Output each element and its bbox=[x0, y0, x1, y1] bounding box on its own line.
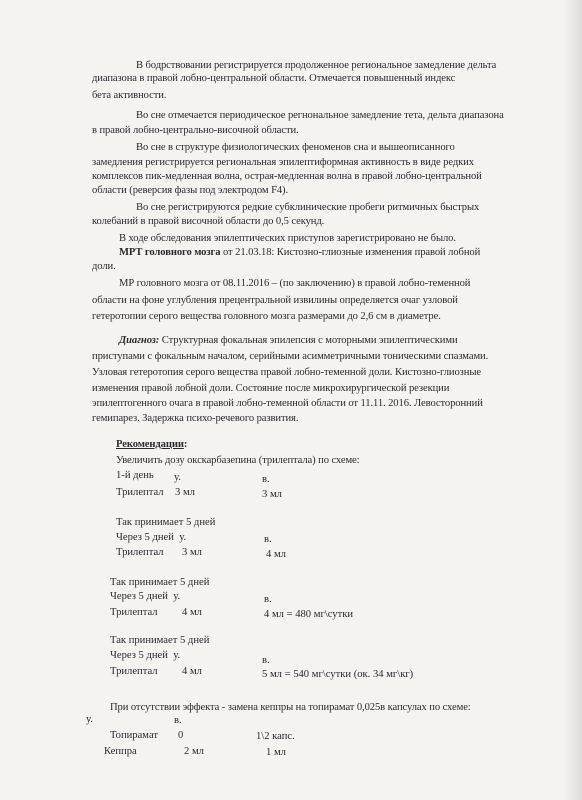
diagnosis-line5: эпилептогенного очага в правой лобно-теменной области от 11.11. 2016. Левосторонний bbox=[92, 398, 483, 409]
alt-drug1-morning: 0 bbox=[178, 730, 184, 741]
step3-morning-header: у. bbox=[173, 591, 181, 602]
step4-morning-header: у. bbox=[173, 650, 181, 661]
para2-line2: в правой лобно-центрально-височной области. bbox=[92, 125, 299, 136]
para1-line3: бета активности. bbox=[92, 90, 167, 101]
alt-drug1: Топирамат bbox=[110, 730, 158, 741]
alternative-line1: При отсутствии эффекта - замена кеппры на топирамат 0,025в капсулах по схеме: bbox=[110, 702, 471, 713]
step2-repeat: Так принимает 5 дней bbox=[116, 517, 216, 528]
step4-morning-dose: 4 мл bbox=[182, 666, 202, 677]
step2-after-text: Через 5 дней bbox=[116, 532, 174, 543]
mri1-line2: доли. bbox=[92, 261, 116, 272]
mri2-line2: области на фоне углубления прецентральной извилины определяется очаг узловой bbox=[92, 295, 458, 306]
step4-evening-dose: 5 мл = 540 мг\сутки (ок. 34 мг\кг) bbox=[262, 669, 414, 680]
diagnosis-line2: приступами с фокальным началом, серийными асимметричными тоническими спазмами. bbox=[92, 351, 489, 362]
step1-morning-header: у. bbox=[174, 472, 181, 483]
step2-morning-dose: 3 мл bbox=[182, 547, 202, 558]
para5-line: В ходе обследования эпилептических приступов зарегистрировано не было. bbox=[119, 233, 456, 244]
step1-evening-header: в. bbox=[262, 474, 270, 485]
step3-repeat: Так принимает 5 дней bbox=[110, 577, 210, 588]
alt-drug2: Кеппра bbox=[104, 746, 137, 757]
mri1-text: от 21.03.18: Кистозно-глиозные изменения правой лобной bbox=[220, 247, 481, 258]
mri1-line1 bbox=[119, 246, 480, 259]
step1-morning-dose: 3 мл bbox=[175, 487, 195, 498]
diagnosis-line3: Узловая гетеротопия серого вещества правой лобно-теменной доли. Кистозно-глиозные bbox=[92, 367, 481, 378]
alt-drug2-evening: 1 мл bbox=[266, 747, 286, 758]
para4-line1: Во сне регистрируются редкие субклинические пробеги ритмичных быстрых bbox=[136, 202, 480, 213]
alt-drug2-morning: 2 мл bbox=[184, 746, 204, 757]
step2-drug: Трилептал bbox=[116, 547, 164, 558]
step4-evening-header: в. bbox=[262, 655, 270, 666]
para1-line2: диапазона в правой лобно-центральной области. Отмечается повышенный индекс bbox=[92, 73, 456, 84]
mri2-line1: МР головного мозга от 08.11.2016 – (по заключению) в правой лобно-теменной bbox=[119, 278, 471, 289]
step4-drug: Трилептал bbox=[110, 666, 158, 677]
step3-after bbox=[110, 590, 180, 603]
alt-evening-header: в. bbox=[174, 715, 182, 726]
diagnosis-text: Структурная фокальная эпилепсия с моторными эпилептическими bbox=[159, 335, 458, 346]
step2-after bbox=[116, 531, 186, 544]
step1-drug: Трилептал bbox=[116, 487, 164, 498]
alt-morning-header: у. bbox=[86, 714, 93, 725]
step2-morning-header: у. bbox=[179, 532, 187, 543]
step3-evening-dose: 4 мл = 480 мг\сутки bbox=[264, 609, 354, 620]
recommendations-colon: : bbox=[183, 439, 188, 450]
para1-line1: В бодрствовании регистрируется продолженное региональное замедление дельта bbox=[136, 60, 497, 71]
mri2-line3: гетеротопии серого вещества головного мозга размерами до 2,6 см в диаметре. bbox=[92, 311, 441, 322]
para3-line2: замедления регистрируется региональная эпилептиформная активность в виде редких bbox=[92, 157, 474, 168]
step3-after-text: Через 5 дней bbox=[110, 591, 168, 602]
recommendations-intro: Увеличить дозу окскарбазепина (трилептала) по схеме: bbox=[116, 455, 360, 466]
diagnosis-line4: изменения правой лобной доли. Состояние после микрохирургической резекции bbox=[92, 383, 450, 394]
diagnosis-line1 bbox=[119, 334, 458, 347]
para4-line2: колебаний в правой височной области до 0,5 секунд. bbox=[92, 216, 325, 227]
para2-line1: Во сне отмечается периодическое регнональное замедление тета, дельта диапазона bbox=[136, 110, 504, 121]
recommendations-heading bbox=[116, 438, 187, 451]
step3-drug: Трилептал bbox=[110, 607, 158, 618]
step3-evening-header: в. bbox=[264, 594, 272, 605]
first-day-label: 1-й день bbox=[116, 470, 154, 481]
para3-line1: Во сне в структуре физиологических феноменов сна и вышеописанного bbox=[136, 142, 455, 153]
step4-after-text: Через 5 дней bbox=[110, 650, 168, 661]
diagnosis-line6: гемипарез. Задержка психо-речевого развития. bbox=[92, 413, 299, 424]
mri1-label: МРТ головного мозга bbox=[119, 247, 221, 258]
recommendations-label: Рекомендации bbox=[116, 439, 184, 450]
step2-evening-dose: 4 мл bbox=[266, 549, 286, 560]
step4-after bbox=[110, 649, 180, 662]
alt-drug1-evening: 1\2 капс. bbox=[256, 731, 295, 742]
para3-line4: области (реверсия фазы под электродом F4). bbox=[92, 185, 289, 196]
step3-morning-dose: 4 мл bbox=[182, 607, 202, 618]
para3-line3: комплексов пик-медленная волна, острая-медленная волна в правой лобно-центральной bbox=[92, 171, 482, 182]
step4-repeat: Так принимает 5 дней bbox=[110, 635, 210, 646]
page-edge-shadow bbox=[564, 0, 582, 800]
diagnosis-label: Диагноз: bbox=[119, 335, 160, 346]
step1-evening-dose: 3 мл bbox=[262, 489, 282, 500]
step2-evening-header: в. bbox=[264, 534, 272, 545]
